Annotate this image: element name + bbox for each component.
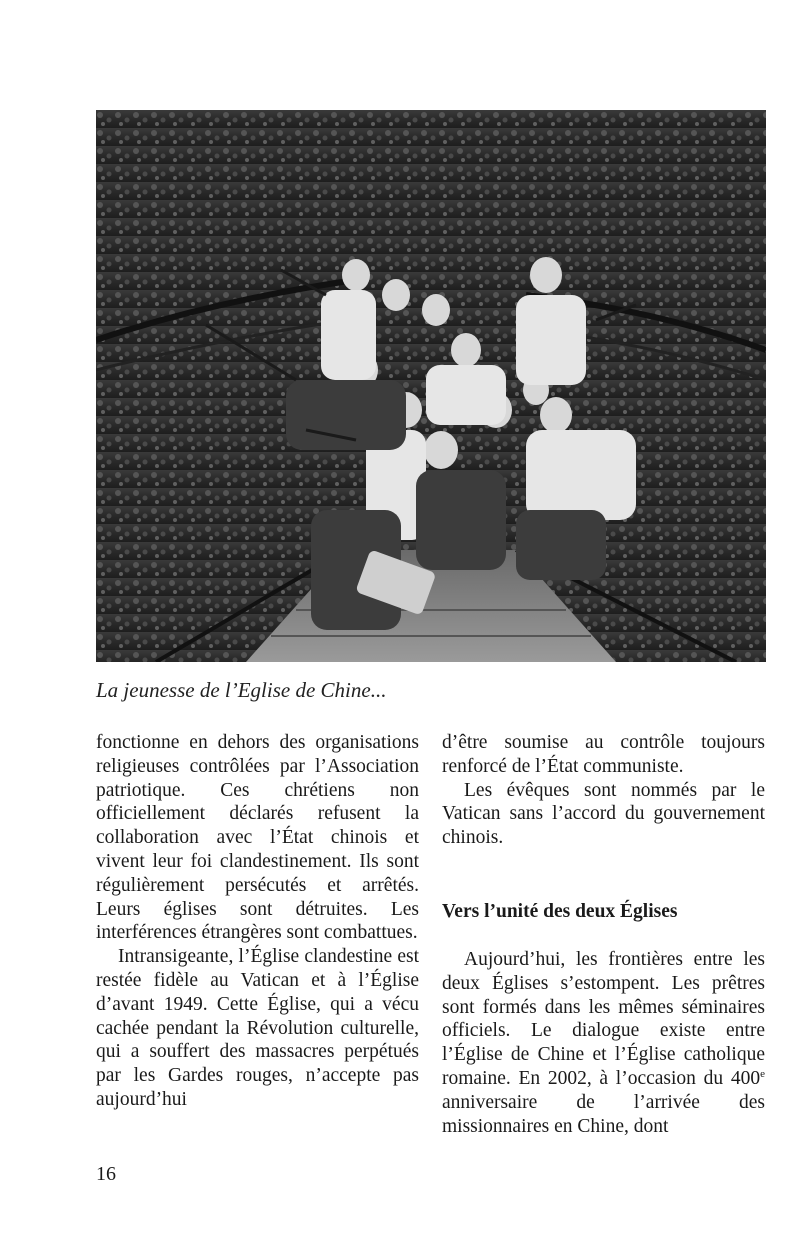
right-paragraph-3 bbox=[442, 948, 765, 1138]
photo-caption: La jeunesse de l’Eglise de Chine... bbox=[96, 678, 387, 702]
left-paragraph-2: Intransigeante, l’Église clandestine est restée fidèle au Vatican et à l’Église d’avant 1949. Cette Église, qui a vécu cachée pendant la Révolution culturelle, qui a souffert des massacres perpétués par les Gardes rouges, n’accepte pas aujourd’hui bbox=[96, 946, 419, 1110]
section-heading: Vers l’unité des deux Églises bbox=[442, 900, 678, 922]
left-paragraph-1: fonctionne en dehors des organisations religieuses contrôlées par l’Association patriotique. Ces chrétiens non officiellement déclarés refusent la collaboration avec l’État chinois et vivent leur foi clandestinement. Ils sont régulièrement persécutés et arrêtés. Leurs églises sont détruites. Les interférences étrangères sont combattues. bbox=[96, 732, 419, 944]
group-photo-icon bbox=[96, 110, 766, 662]
paragraph-3-part-b: anniversaire de l’arrivée des missionnaires en Chine, dont bbox=[442, 1091, 765, 1137]
page-number: 16 bbox=[96, 1163, 116, 1185]
superscript-e: e bbox=[760, 1067, 765, 1080]
paragraph-3-part-a: Aujourd’hui, les frontières entre les deux Églises s’estompent. Les prêtres sont formés dans les mêmes séminaires officiels. Le dialogue existe entre l’Église de Chine et l’Église catholique romaine. En 2002, à l’occasion du 400 bbox=[442, 948, 765, 1089]
right-paragraph-2: Les évêques sont nommés par le Vatican sans l’accord du gouvernement chinois. bbox=[442, 779, 765, 849]
left-column bbox=[96, 731, 419, 1112]
right-paragraph-1: d’être soumise au contrôle toujours renforcé de l’État communiste. bbox=[442, 732, 765, 777]
photo bbox=[96, 110, 766, 662]
right-column bbox=[442, 731, 765, 1138]
